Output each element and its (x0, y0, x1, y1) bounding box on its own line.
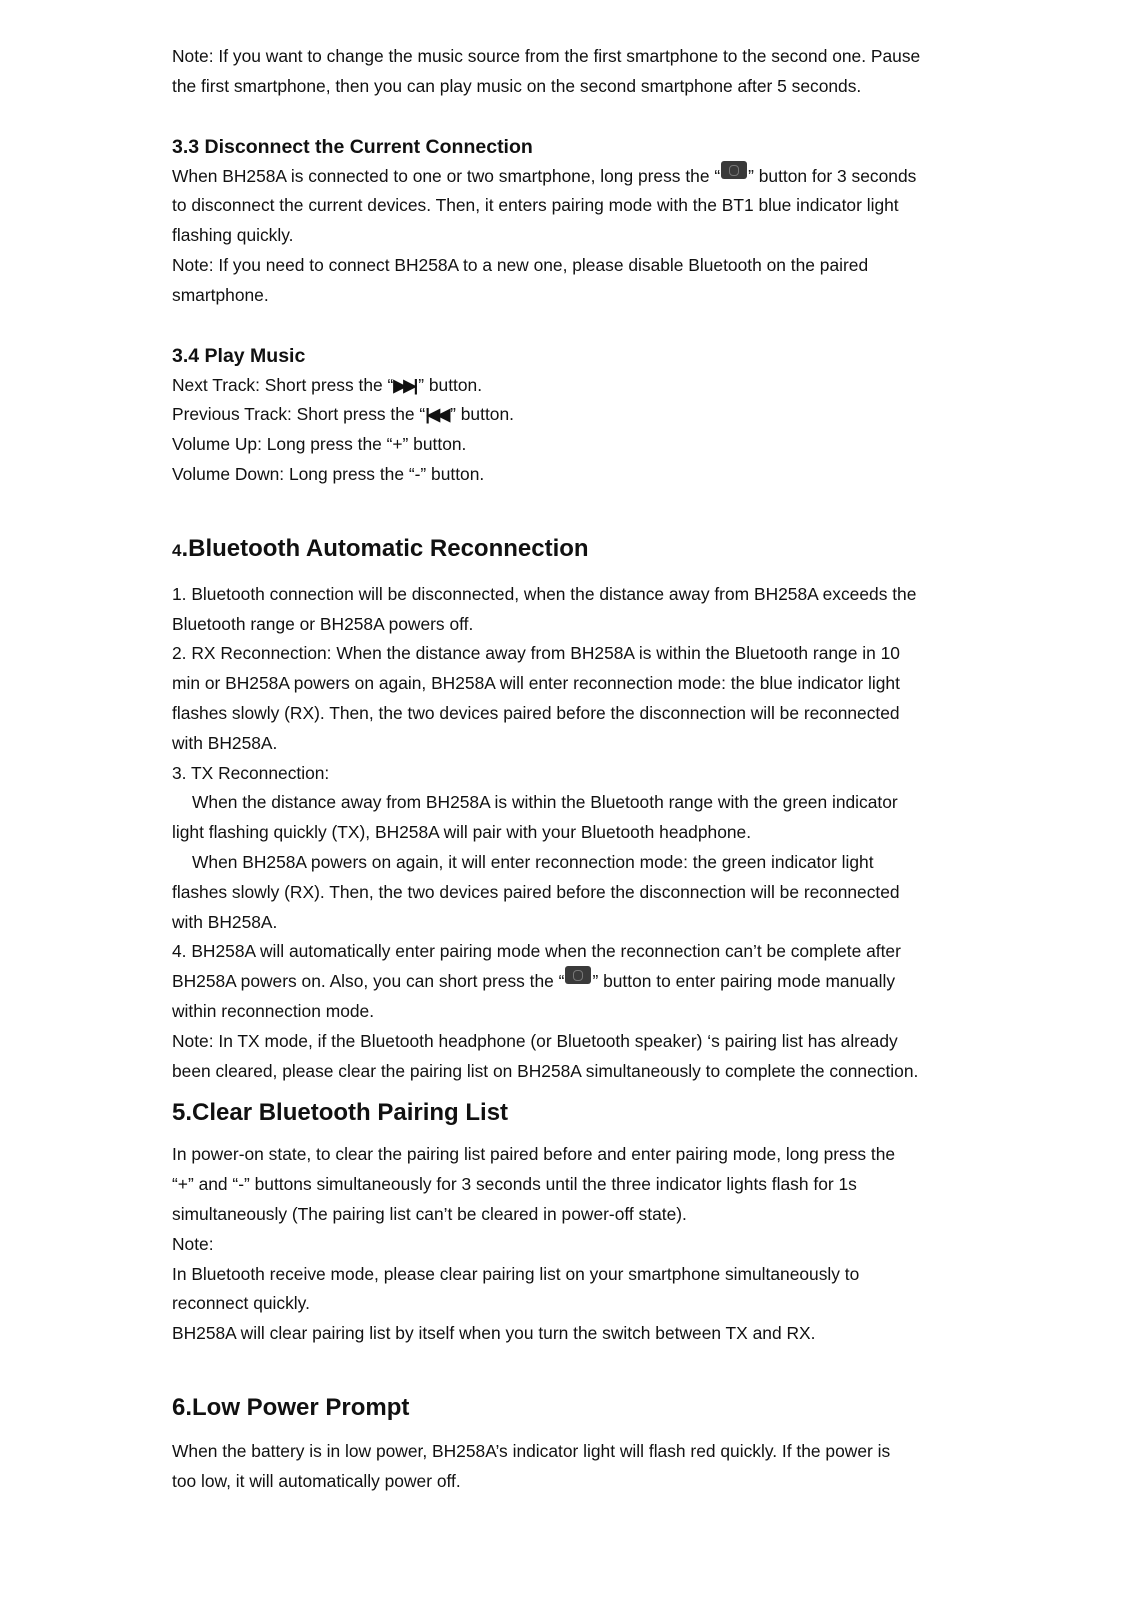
body-line: to disconnect the current devices. Then, it enters pairing mode with the BT1 blue indicator light (172, 195, 899, 216)
body-line: Next Track: Short press the “▶▶| ” button. (172, 374, 483, 395)
previous-track-icon: |◀◀ (425, 405, 448, 425)
body-line: Bluetooth range or BH258A powers off. (172, 613, 474, 634)
body-line: When BH258A is connected to one or two smartphone, long press the “ ” button for 3 seconds (172, 162, 972, 192)
body-line: BH258A will clear pairing list by itself when you turn the switch between TX and RX. (172, 1323, 816, 1344)
body-line: 3. TX Reconnection: (172, 762, 330, 783)
body-line: 1. Bluetooth connection will be disconnected, when the distance away from BH258A exceeds the (172, 583, 917, 604)
body-line: Note: If you need to connect BH258A to a new one, please disable Bluetooth on the paired (172, 254, 869, 275)
body-line: with BH258A. (172, 732, 278, 753)
body-line: Volume Down: Long press the “-” button. (172, 463, 485, 484)
body-line: 4. BH258A will automatically enter pairing mode when the reconnection can’t be complete after (172, 941, 901, 962)
pairing-button-icon (721, 161, 747, 179)
section-4-heading: 4.Bluetooth Automatic Reconnection (172, 534, 589, 562)
body-line: When the distance away from BH258A is within the Bluetooth range with the green indicator (192, 792, 898, 813)
next-track-icon: ▶▶| (393, 375, 416, 395)
body-line: been cleared, please clear the pairing list on BH258A simultaneously to complete the connection. (172, 1060, 919, 1081)
body-line: too low, it will automatically power off. (172, 1470, 461, 1491)
body-line: reconnect quickly. (172, 1293, 310, 1314)
body-line: light flashing quickly (TX), BH258A will pair with your Bluetooth headphone. (172, 822, 752, 843)
body-line: Previous Track: Short press the “|◀◀ ” button. (172, 404, 514, 425)
body-line: When the battery is in low power, BH258A’s indicator light will flash red quickly. If the power is (172, 1440, 891, 1461)
section-6-heading: 6.Low Power Prompt (172, 1393, 410, 1421)
body-line: flashes slowly (RX). Then, the two devices paired before the disconnection will be reconnected (172, 702, 900, 723)
body-line: When BH258A powers on again, it will enter reconnection mode: the green indicator light (192, 851, 874, 872)
body-line: flashing quickly. (172, 225, 294, 246)
body-line: flashes slowly (RX). Then, the two devices paired before the disconnection will be reconnected (172, 881, 900, 902)
section-5-heading: 5.Clear Bluetooth Pairing List (172, 1099, 509, 1127)
body-line: within reconnection mode. (172, 1000, 375, 1021)
body-line: simultaneously (The pairing list can’t be cleared in power-off state). (172, 1203, 687, 1224)
note-line: Note: If you want to change the music source from the first smartphone to the second one. Pause (172, 46, 921, 66)
note-line: the first smartphone, then you can play music on the second smartphone after 5 seconds. (172, 75, 862, 96)
document-page (172, 42, 972, 1496)
body-line: min or BH258A powers on again, BH258A will enter reconnection mode: the blue indicator light (172, 673, 900, 694)
body-line: Volume Up: Long press the “+” button. (172, 434, 467, 455)
body-line: with BH258A. (172, 911, 278, 932)
body-line: 2. RX Reconnection: When the distance away from BH258A is within the Bluetooth range in 10 (172, 643, 900, 664)
body-line: BH258A powers on. Also, you can short press the “ ” button to enter pairing mode manually (172, 967, 972, 997)
pairing-button-icon (565, 966, 591, 984)
body-line: smartphone. (172, 284, 269, 305)
body-line: “+” and “-” buttons simultaneously for 3 seconds until the three indicator lights flash for 1s (172, 1174, 857, 1195)
body-line: In power-on state, to clear the pairing list paired before and enter pairing mode, long press the (172, 1144, 896, 1165)
body-line: Note: (172, 1233, 214, 1254)
section-3-3-heading: 3.3 Disconnect the Current Connection (172, 135, 533, 158)
body-line: Note: In TX mode, if the Bluetooth headphone (or Bluetooth speaker) ‘s pairing list has already (172, 1030, 898, 1051)
body-line: In Bluetooth receive mode, please clear pairing list on your smartphone simultaneously to (172, 1263, 860, 1284)
section-3-4-heading: 3.4 Play Music (172, 344, 306, 367)
